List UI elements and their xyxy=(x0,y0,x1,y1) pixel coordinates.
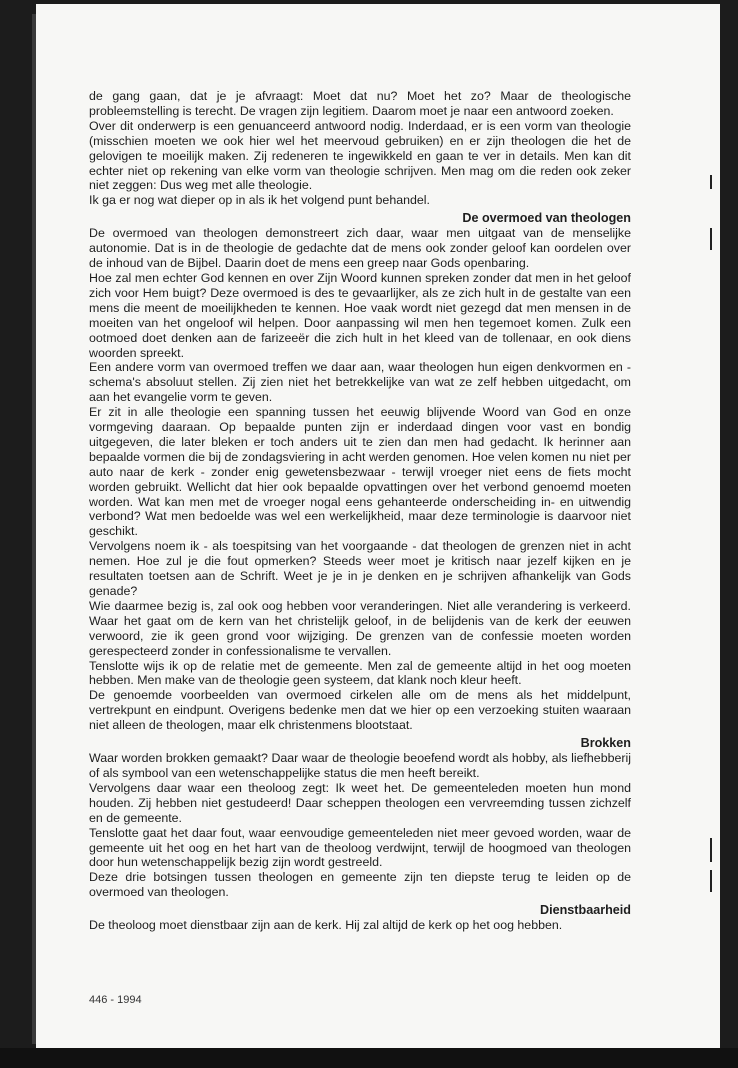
paragraph: Vervolgens daar waar een theoloog zegt: Ik weet het. De gemeenteleden moeten hun mond houden. Zij hebben niet gestudeerd! Daar scheppen theologen een vervreemding tussen zichzelf en de gemeente. xyxy=(89,780,631,825)
paragraph: De theoloog moet dienstbaar zijn aan de kerk. Hij zal altijd de kerk op het oog hebben. xyxy=(89,918,563,933)
paragraph: de gang gaan, dat je je afvraagt: Moet dat nu? Moet het zo? Maar de theologische probleemstelling is terecht. De vragen zijn legitiem. Daarom moet je naar een antwoord zoeken. xyxy=(89,89,631,118)
paragraph: Tenslotte wijs ik op de relatie met de gemeente. Men zal de gemeente altijd in het oog moeten hebben. Men make van de theologie geen systeem, dat klank noch kleur heeft. xyxy=(89,658,631,688)
paragraph: Deze drie botsingen tussen theologen en gemeente zijn ten diepste terug te leiden op de overmoed van theologen. xyxy=(89,870,631,900)
section-heading: De overmoed van theologen xyxy=(462,211,631,226)
margin-mark xyxy=(710,228,712,250)
page-number: 446 - 1994 xyxy=(89,994,142,1006)
paragraph: Wie daarmee bezig is, zal ook oog hebben voor veranderingen. Niet alle verandering is verkeerd. Waar het gaat om de kern van het christelijk geloof, in de belijdenis van de kerk der eeuwen verwoord, zie ik geen grond voor wijziging. De grenzen van de confessie moeten worden gerespecteerd zonder in confessionalisme te vervallen. xyxy=(89,598,631,658)
article-body xyxy=(89,89,631,933)
paragraph: Tenslotte gaat het daar fout, waar eenvoudige gemeenteleden niet meer gevoed worden, waar de gemeente uit het oog en het hart van de theoloog verdwijnt, terwijl de hoogmoed van theologen door hun wetenschappelijk bezig zijn wordt gestreeld. xyxy=(89,825,631,870)
paragraph: Een andere vorm van overmoed treffen we daar aan, waar theologen hun eigen denkvormen en -schema's absoluut stellen. Zij zien niet het betrekkelijke van wat ze zelf hebben uitgedacht, om aan het evangelie vorm te geven. xyxy=(89,360,631,405)
paragraph: Er zit in alle theologie een spanning tussen het eeuwig blijvende Woord van God en onze vormgeving daaraan. Op bepaalde punten zijn er inderdaad dingen voor vast en bondig uitgegeven, die later bleken er toch anders uit te zien dan men had gedacht. Ik herinner aan bepaalde vormen die bij de zondagsviering in acht werden genomen. Hoe velen komen nu niet per auto naar de kerk - zonder enig gewetensbezwaar - terwijl vroeger niet eens de fiets mocht worden gebruikt. Wellicht dat hier ook bepaalde opvattingen over het verbond genoemd moeten worden. Wat kan men met de vroeger nogal eens gehanteerde onderscheiding in- en uitwendig verbond? Wat men bedoelde was wel een werkelijkheid, maar deze terminologie is daarvoor niet geschikt. xyxy=(89,405,631,539)
paragraph: De overmoed van theologen demonstreert zich daar, waar men uitgaat van de menselijke autonomie. Dat is in de theologie de gedachte dat de mens ook zonder geloof kan oordelen over de inhoud van de Bijbel. Daarin doet de mens een greep naar Gods openbaring. xyxy=(89,226,631,271)
margin-mark xyxy=(710,175,712,189)
section-heading: Brokken xyxy=(580,736,631,751)
scan-border xyxy=(0,1048,738,1068)
paragraph: De genoemde voorbeelden van overmoed cirkelen alle om de mens als het middelpunt, vertrekpunt en eindpunt. Overigens bedenke men dat we hier op een verzoeking stuiten waaraan niet alleen de theologen, maar elk christenmens blootstaat. xyxy=(89,688,631,733)
paragraph: Over dit onderwerp is een genuanceerd antwoord nodig. Inderdaad, er is een vorm van theologie (misschien moeten we ook hier wel het meervoud gebruiken) en er zijn theologen die het de gelovigen te moeilijk maken. Zij redeneren te ingewikkeld en gaan te ver in details. Men kan dit echter niet op rekening van elke vorm van theologie schrijven. Men mag om die reden ook zeker niet zeggen: Dus weg met alle theologie. xyxy=(89,118,631,193)
paragraph: Ik ga er nog wat dieper op in als ik het volgend punt behandel. xyxy=(89,193,430,208)
margin-mark xyxy=(710,870,712,892)
paragraph: Waar worden brokken gemaakt? Daar waar de theologie beoefend wordt als hobby, als liefhebberij of als symbool van een wetenschappelijke status die men heeft bereikt. xyxy=(89,751,631,780)
paragraph: Vervolgens noem ik - als toespitsing van het voorgaande - dat theologen de grenzen niet in acht nemen. Hoe zul je die fout opmerken? Steeds weer moet je kritisch naar jezelf kijken en je resultaten toetsen aan de Schrift. Weet je je in je denken en je schrijven afhankelijk van Gods genade? xyxy=(89,539,631,598)
section-heading: Dienstbaarheid xyxy=(540,903,631,918)
paragraph: Hoe zal men echter God kennen en over Zijn Woord kunnen spreken zonder dat men in het geloof zich voor Hem buigt? Deze overmoed is des te gevaarlijker, als ze zich hult in de gestalte van een mens die meent de moeilijkheden te kennen. Hoe vaak wordt niet gezegd dat men mensen in de moeiten van het ongeloof wil helpen. Door aanpassing wil men hen tegemoet komen. Zulk een ootmoed doet denken aan de farizeeër die zich hult in het kleed van de tollenaar, en ook diens woorden spreekt. xyxy=(89,270,631,360)
margin-mark xyxy=(710,838,712,862)
